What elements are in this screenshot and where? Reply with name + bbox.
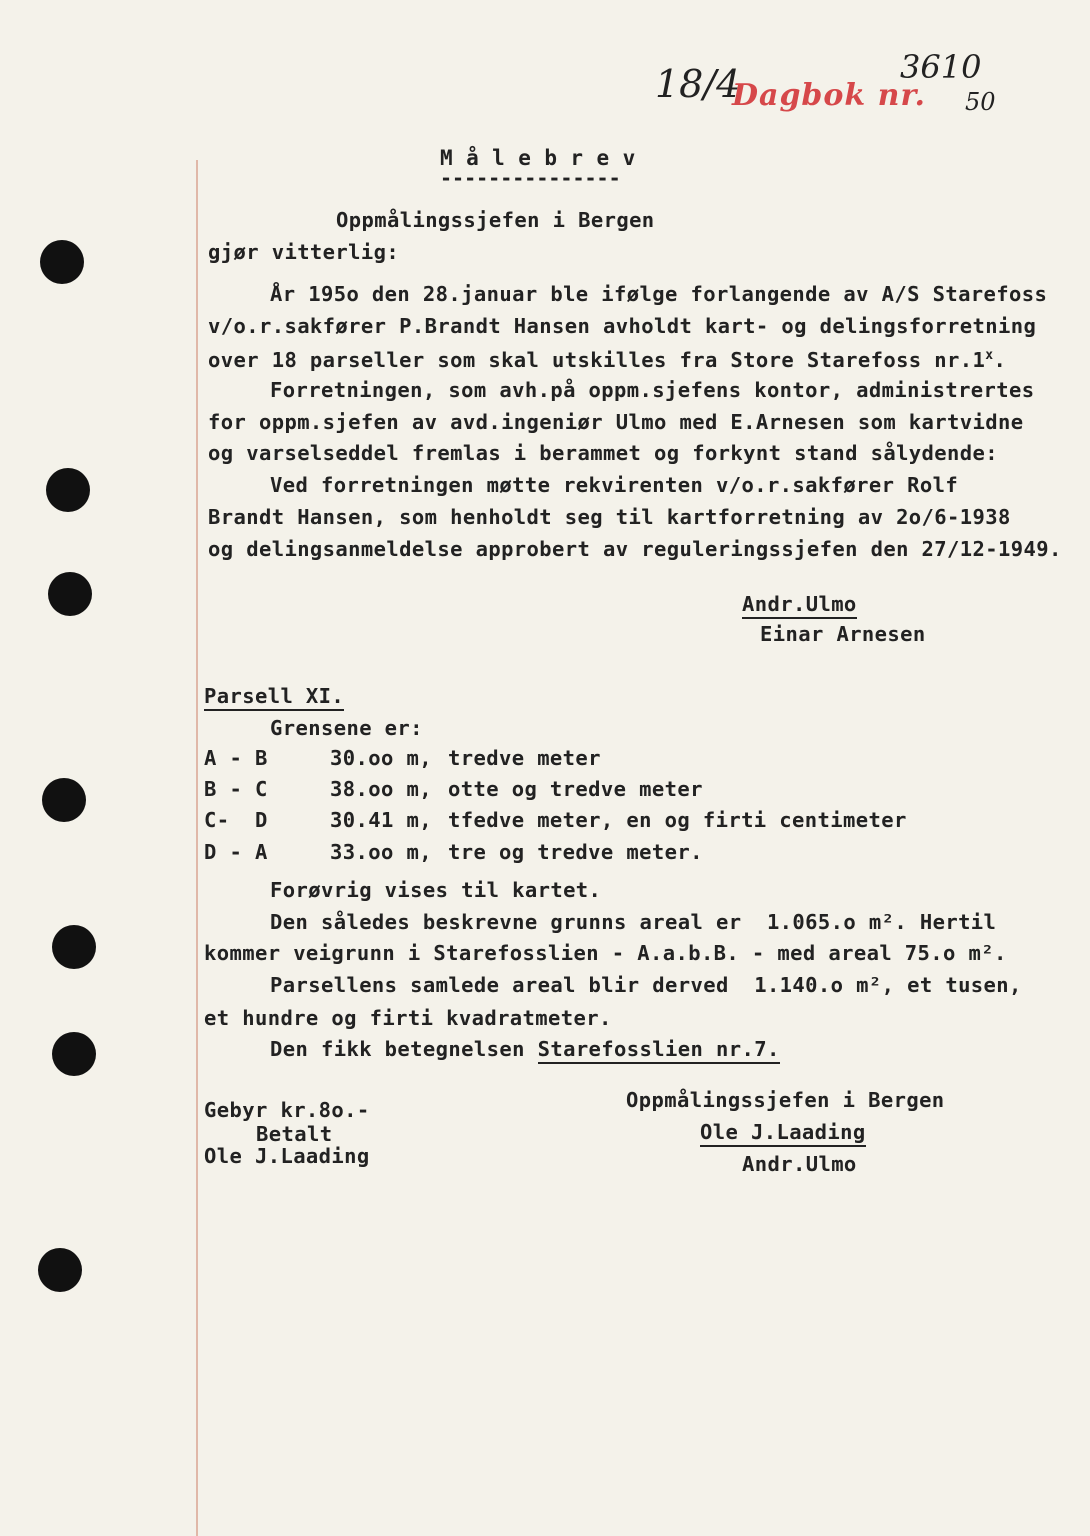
boundary-segment: B - C: [204, 777, 268, 801]
punch-hole: [48, 572, 92, 616]
document-title: M å l e b r e v: [440, 146, 636, 170]
boundary-length: 30.41 m,: [330, 808, 432, 832]
boundary-length: 38.oo m,: [330, 777, 432, 801]
title-underline: ---------------: [440, 166, 621, 190]
office-signature-line: Oppmålingssjefen i Bergen: [626, 1088, 945, 1112]
punch-hole: [46, 468, 90, 512]
gebyr-line: Gebyr kr.8o.-: [204, 1098, 370, 1122]
punch-hole: [38, 1248, 82, 1292]
intro-line-2: gjør vitterlig:: [208, 240, 400, 264]
body-line: Forretningen, som avh.på oppm.sjefens kontor, administrertes: [270, 378, 1035, 402]
boundary-description: otte og tredve meter: [448, 777, 703, 801]
year-suffix: 50: [965, 88, 996, 116]
boundary-length: 30.oo m,: [330, 746, 432, 770]
body-line: kommer veigrunn i Starefosslien - A.a.b.B. - med areal 75.o m².: [204, 941, 1007, 965]
boundary-length: 33.oo m,: [330, 840, 432, 864]
punch-hole: [52, 1032, 96, 1076]
body-line: Den således beskrevne grunns areal er 1.065.o m². Hertil: [270, 910, 997, 934]
boundary-segment: C- D: [204, 808, 268, 832]
parsell-heading: Parsell XI.: [204, 684, 344, 708]
boundary-segment: A - B: [204, 746, 268, 770]
body-line: År 195o den 28.januar ble ifølge forlangende av A/S Starefoss: [270, 282, 1048, 306]
body-line: Ved forretningen møtte rekvirenten v/o.r.sakfører Rolf: [270, 473, 959, 497]
dagbok-stamp: Dagbok nr.: [732, 78, 926, 113]
boundary-description: tfedve meter, en og firti centimeter: [448, 808, 907, 832]
boundary-segment: D - A: [204, 840, 268, 864]
signer-right-2: Andr.Ulmo: [742, 1152, 857, 1176]
body-line: og varselseddel fremlas i berammet og forkynt stand sålydende:: [208, 441, 999, 465]
signer-left: Ole J.Laading: [204, 1144, 370, 1168]
grensene-label: Grensene er:: [270, 716, 423, 740]
nr-superscript: x: [985, 348, 994, 363]
body-line: et hundre og firti kvadratmeter.: [204, 1006, 612, 1030]
signature-andr-ulmo: Andr.Ulmo: [742, 592, 869, 616]
boundary-description: tre og tredve meter.: [448, 840, 703, 864]
body-line: og delingsanmeldelse approbert av reguleringssjefen den 27/12-1949.: [208, 537, 1062, 561]
punch-hole: [40, 240, 84, 284]
body-line: Brandt Hansen, som henholdt seg til kartforretning av 2o/6-1938: [208, 505, 1011, 529]
handwritten-date: 18/4: [655, 62, 741, 106]
body-line: Parsellens samlede areal blir derved 1.140.o m², et tusen,: [270, 973, 1022, 997]
body-line: over 18 parseller som skal utskilles fra Store Starefoss nr.1$^x$.: [208, 347, 1007, 372]
body-line: v/o.r.sakfører P.Brandt Hansen avholdt kart- og delingsforretning: [208, 314, 1037, 338]
signer-right: Ole J.Laading: [700, 1120, 866, 1144]
punch-hole: [42, 778, 86, 822]
intro-line-1: Oppmålingssjefen i Bergen: [336, 208, 655, 232]
dagbok-number: 3610: [900, 48, 982, 86]
boundary-description: tredve meter: [448, 746, 601, 770]
betalt-line: Betalt: [256, 1122, 333, 1146]
signature-einar-arnesen: Einar Arnesen: [760, 622, 926, 646]
body-line: Forøvrig vises til kartet.: [270, 878, 602, 902]
body-line: for oppm.sjefen av avd.ingeniør Ulmo med E.Arnesen som kartvidne: [208, 410, 1024, 434]
punch-hole: [52, 925, 96, 969]
betegnelse: Starefosslien nr.7.: [538, 1037, 780, 1064]
margin-line: [196, 160, 198, 1536]
body-line: Den fikk betegnelsen Starefosslien nr.7.: [270, 1037, 780, 1061]
